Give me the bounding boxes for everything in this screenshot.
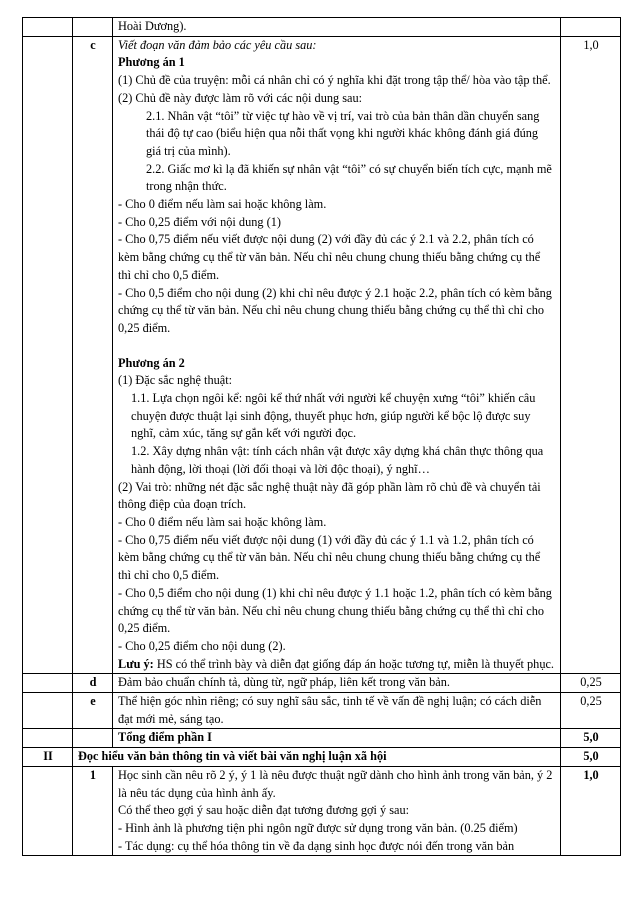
table-row	[23, 36, 621, 674]
question-key: 1	[73, 766, 113, 856]
scoring-rule: - Cho 0,75 điểm nếu viết được nội dung (2) với đầy đủ các ý 2.1 và 2.2, phân tích có kèm bằng chứng cụ thể từ văn bản. Nếu chỉ nêu chung chung thiếu bằng chứng cụ thể thì chỉ cho 0,5 điểm.	[118, 232, 541, 282]
spacer	[118, 338, 556, 355]
part-numeral: II	[23, 748, 73, 767]
total-score: 5,0	[561, 729, 621, 748]
paragraph: (2) Chủ đề này được làm rõ với các nội dung sau:	[118, 90, 363, 105]
question-key: c	[73, 36, 113, 674]
scoring-rule: - Cho 0,25 điểm cho nội dung (2).	[118, 638, 286, 653]
paragraph: 2.1. Nhân vật “tôi” từ việc tự hào về vị trí, vai trò của bản thân dần chuyển sang thái độ tự cao (biểu hiện qua nỗi thất vọng khi người khác không đánh giá đúng giá trị của mình).	[146, 108, 540, 158]
question-key: e	[73, 693, 113, 729]
part-cell	[23, 729, 73, 748]
content-cell	[113, 36, 561, 674]
paragraph: - Tác dụng: cụ thể hóa thông tin về đa dạng sinh học được nói đến trong văn bản	[118, 838, 515, 853]
scoring-rule: - Cho 0,25 điểm với nội dung (1)	[118, 214, 281, 229]
question-cell	[73, 18, 113, 37]
scoring-rule: - Cho 0,5 điểm cho nội dung (2) khi chỉ nêu được ý 2.1 hoặc 2.2, phân tích có kèm bằng chứng cụ thể từ văn bản. Nếu chỉ nêu chung chung thiếu bằng chứng cụ thể thì chỉ cho 0,25 điểm.	[118, 285, 552, 335]
continued-text: Hoài Dương).	[118, 19, 187, 33]
paragraph: 2.2. Giấc mơ kì lạ đã khiến sự nhân vật “tôi” có sự chuyển biến tích cực, mạnh mẽ trong nhận thức.	[146, 161, 552, 194]
score-value: 1,0	[561, 766, 621, 856]
paragraph: Có thể theo gợi ý sau hoặc diễn đạt tương đương gợi ý sau:	[118, 803, 410, 818]
score-value: 0,25	[561, 674, 621, 693]
question-cell	[73, 729, 113, 748]
table-row	[23, 18, 621, 37]
part-cell	[23, 674, 73, 693]
scoring-rule: - Cho 0 điểm nếu làm sai hoặc không làm.	[118, 514, 327, 529]
table-row	[23, 674, 621, 693]
content-text: Thể hiện góc nhìn riêng; có suy nghĩ sâu sắc, tinh tế về vấn đề nghị luận; có cách diễn đạt mới mẻ, sáng tạo.	[113, 693, 561, 729]
content-text: Đảm bảo chuẩn chính tả, dùng từ, ngữ pháp, liên kết trong văn bản.	[113, 674, 561, 693]
table-row	[23, 766, 621, 856]
note-label: Lưu ý:	[118, 656, 154, 671]
score-cell	[561, 18, 621, 37]
question-key: d	[73, 674, 113, 693]
note-text: HS có thể trình bày và diễn đạt giống đáp án hoặc tương tự, miễn là thuyết phục.	[153, 656, 555, 671]
scoring-rule: - Cho 0,5 điểm cho nội dung (1) khi chỉ nêu được ý 1.1 hoặc 1.2, phân tích có kèm bằng chứng cụ thể từ văn bản. Nếu chỉ nêu chung chung thiếu bằng chứng cụ thể thì chỉ cho 0,25 điểm.	[118, 585, 552, 636]
paragraph: - Hình ảnh là phương tiện phi ngôn ngữ được sử dụng trong văn bản. (0.25 điểm)	[118, 820, 518, 835]
paragraph: (1) Đặc sắc nghệ thuật:	[118, 373, 233, 388]
paragraph: 1.2. Xây dựng nhân vật: tính cách nhân vật được xây dựng khá chân thực thông qua hành động, lời thoại (lời đối thoại và lời độc thoại), ý nghĩ…	[131, 444, 544, 476]
table-row	[23, 729, 621, 748]
content-cell	[113, 18, 561, 37]
score-value: 0,25	[561, 693, 621, 729]
answer-key-table	[22, 17, 621, 856]
part-score: 5,0	[561, 748, 621, 767]
score-value: 1,0	[561, 36, 621, 674]
question-heading: Viết đoạn văn đảm bảo các yêu cầu sau:	[118, 37, 317, 52]
part-cell	[23, 36, 73, 674]
content-cell	[113, 766, 561, 856]
note	[118, 656, 556, 674]
part-cell	[23, 18, 73, 37]
paragraph: 1.1. Lựa chọn ngôi kể: ngôi kể thứ nhất với người kể chuyện xưng “tôi” khiến câu chuyện được thuật lại sinh động, thuyết phục hơn, giúp người kể bộc lộ được suy nghĩ, cảm xúc, tăng sự gắn kết với người đọc.	[131, 391, 536, 441]
total-label: Tổng điểm phần I	[113, 729, 561, 748]
paragraph: Học sinh cần nêu rõ 2 ý, ý 1 là nêu được thuật ngữ dành cho hình ảnh trong văn bản, ý 2 là nêu tác dụng của hình ảnh ấy.	[118, 767, 553, 800]
paragraph: (2) Vai trò: những nét đặc sắc nghệ thuật này đã góp phần làm rõ chủ đề và chuyển tải thông điệp của đoạn trích.	[118, 479, 541, 512]
part-cell	[23, 766, 73, 856]
option-2-title: Phương án 2	[118, 355, 185, 370]
part-title: Đọc hiểu văn bản thông tin và viết bài văn nghị luận xã hội	[73, 748, 561, 767]
table-row	[23, 748, 621, 767]
scoring-rule: - Cho 0 điểm nếu làm sai hoặc không làm.	[118, 197, 327, 212]
scoring-rule: - Cho 0,75 điểm nếu viết được nội dung (1) với đầy đủ các ý 1.1 và 1.2, phân tích có kèm bằng chứng cụ thể từ văn bản. Nếu chỉ nêu chung chung thiếu bằng chứng cụ thể thì chỉ cho 0,5 điểm.	[118, 532, 541, 583]
option-1-title: Phương án 1	[118, 55, 185, 70]
part-cell	[23, 693, 73, 729]
table-row	[23, 693, 621, 729]
paragraph: (1) Chủ đề của truyện: mỗi cá nhân chỉ có ý nghĩa khi đặt trong tập thể/ hòa vào tập thể.	[118, 73, 551, 88]
